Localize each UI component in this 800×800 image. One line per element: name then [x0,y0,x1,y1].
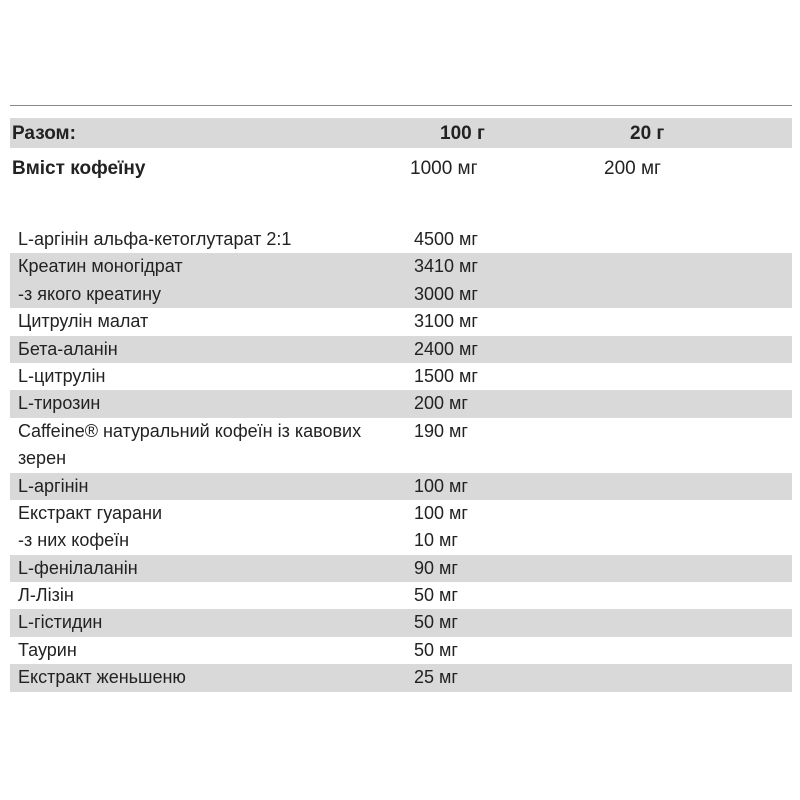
ingredient-amount: 200 мг [414,393,468,414]
table-row [10,473,792,500]
ingredient-amount: 4500 мг [414,229,478,249]
table-row [10,527,792,554]
table-row [10,308,792,335]
ingredient-amount: 100 мг [414,475,468,496]
ingredient-amount: 3000 мг [414,283,478,304]
ingredient-name: L-фенілаланін [18,557,138,578]
ingredient-amount: 3410 мг [414,256,478,277]
table-row [10,336,792,363]
table-row [10,226,792,253]
ingredient-amount: 50 мг [414,585,458,606]
table-row [10,363,792,390]
ingredient-name: Цитрулін малат [18,311,149,332]
table-row [10,582,792,609]
ingredient-amount: 10 мг [414,530,458,551]
caffeine-content-row [10,155,792,185]
ingredient-amount: 1500 мг [414,365,478,386]
ingredient-name: L-гістидин [18,612,103,633]
ingredients-table [10,226,792,692]
table-row [10,637,792,664]
ingredient-name: -з них кофеїн [18,530,130,551]
ingredient-name: Креатин моногідрат [18,256,183,277]
ingredient-name: Л-Лізін [18,585,74,606]
ingredient-name: Таурин [18,639,77,660]
ingredient-amount: 25 мг [414,667,458,688]
ingredient-amount: 190 мг [414,420,468,441]
ingredient-name: -з якого креатину [18,283,162,304]
totals-col2: 20 г [630,123,665,144]
ingredient-name: L-аргінін альфа-кетоглутарат 2:1 [18,229,292,249]
ingredient-name: L-тирозин [18,393,101,414]
ingredient-amount: 90 мг [414,557,458,578]
ingredient-amount: 50 мг [414,612,458,633]
table-row [10,664,792,691]
totals-label: Разом: [12,123,76,144]
table-row [10,418,792,473]
ingredient-name: L-цитрулін [18,365,106,386]
caffeine-label: Вміст кофеїну [12,158,146,179]
table-row [10,281,792,308]
ingredient-amount: 3100 мг [414,311,478,332]
totals-row [10,118,792,148]
caffeine-col2: 200 мг [604,158,661,179]
ingredient-name: L-аргінін [18,475,89,496]
table-row [10,609,792,636]
ingredient-amount: 100 мг [414,502,468,523]
top-divider [10,105,792,106]
caffeine-col1: 1000 мг [410,158,478,179]
ingredient-name: Екстракт гуарани [18,502,163,523]
ingredient-name: Екстракт женьшеню [18,667,186,688]
ingredient-amount: 2400 мг [414,338,478,359]
ingredient-name: Caffeine® натуральний кофеїн із кавових зерен [18,420,362,469]
table-row [10,253,792,280]
table-row [10,500,792,527]
ingredient-name: Бета-аланін [18,338,118,359]
totals-col1: 100 г [440,123,485,144]
ingredient-amount: 50 мг [414,639,458,660]
table-row [10,390,792,417]
table-row [10,555,792,582]
